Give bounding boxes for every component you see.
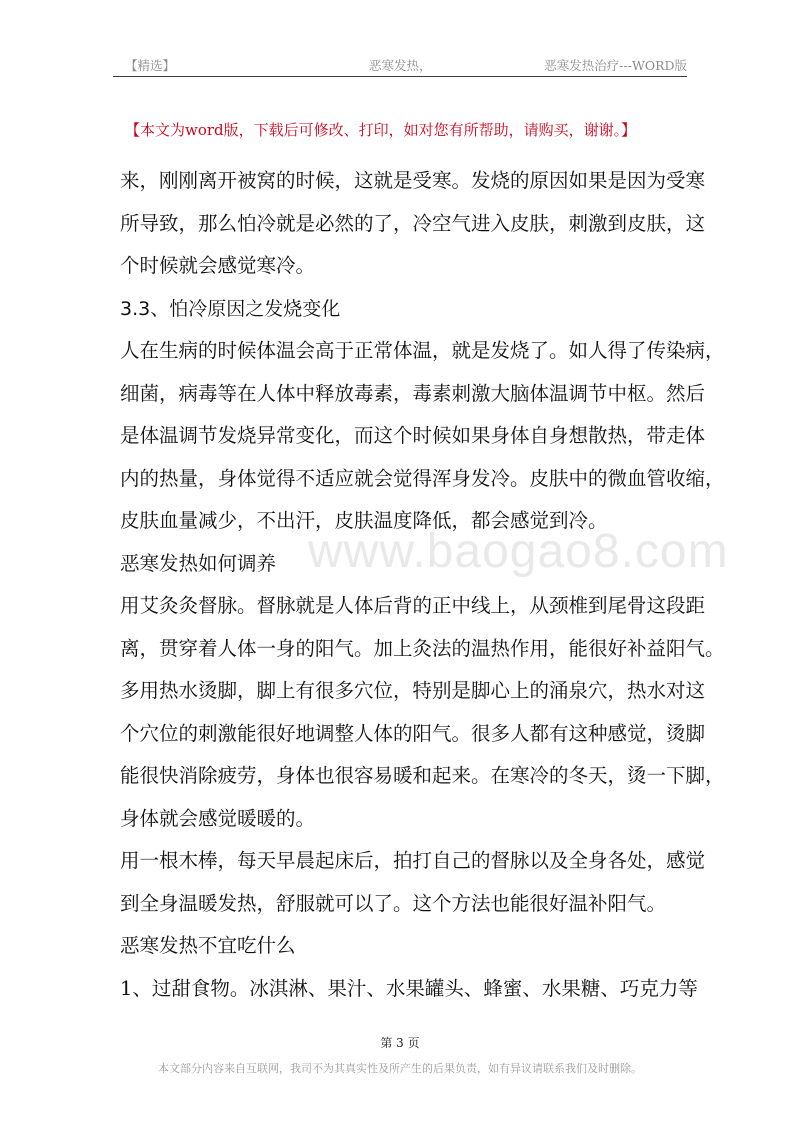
page-number: 第 3 页 [380, 1036, 420, 1050]
header-right-title: 恶寒发热治疗---WORD版 [544, 58, 687, 73]
body-line: 是体温调节发烧异常变化，而这个时候如果身体自身想散热，带走体 [120, 424, 706, 447]
section-heading: 3.3、怕冷原因之发烧变化 [120, 297, 341, 320]
footer-disclaimer: 本文部分内容来自互联网，我司不为其真实性及所产生的后果负责，如有异议请联系我们及时删除。 [158, 1062, 642, 1075]
word-version-notice: 【本文为word版，下载后可修改、打印，如对您有所帮助，请购买，谢谢。】 [125, 121, 637, 139]
body-line: 个时候就会感觉寒冷。 [120, 254, 316, 277]
body-line: 用一根木棒，每天早晨起床后，拍打自己的督脉以及全身各处，感觉 [120, 849, 706, 872]
body-line: 细菌，病毒等在人体中释放毒素，毒素刺激大脑体温调节中枢。然后 [120, 381, 706, 405]
body-line: 人在生病的时候体温会高于正常体温，就是发烧了。如人得了传染病， [120, 339, 725, 362]
section-heading: 恶寒发热不宜吃什么 [120, 934, 296, 957]
header-center-title: 恶寒发热， [369, 58, 432, 73]
body-line: 用艾灸灸督脉。督脉就是人体后背的正中线上，从颈椎到尾骨这段距 [120, 594, 706, 617]
body-line: 个穴位的刺激能很好地调整人体的阳气。很多人都有这种感觉，烫脚 [120, 721, 706, 745]
body-line: 到全身温暖发热，舒服就可以了。这个方法也能很好温补阳气。 [120, 891, 667, 915]
body-line: 离，贯穿着人体一身的阳气。加上灸法的温热作用，能很好补益阳气。 [120, 636, 725, 660]
header-divider [113, 76, 687, 77]
watermark: www.baogao8.com [308, 525, 729, 578]
body-line: 能很快消除疲劳，身体也很容易暖和起来。在寒冷的冬天，烫一下脚， [120, 764, 725, 787]
section-heading: 恶寒发热如何调养 [120, 551, 277, 575]
body-line: 所导致，那么怕冷就是必然的了，冷空气进入皮肤，刺激到皮肤，这 [120, 211, 706, 235]
body-line: 皮肤血量减少，不出汗，皮肤温度降低，都会感觉到冷。 [120, 509, 608, 532]
body-line: 1、过甜食物。冰淇淋、果汁、水果罐头、蜂蜜、水果糖、巧克力等 [120, 976, 698, 1000]
body-line: 身体就会感觉暖暖的。 [120, 806, 316, 830]
body-line: 来，刚刚离开被窝的时候，这就是受寒。发烧的原因如果是因为受寒 [120, 169, 706, 192]
page-header [125, 56, 687, 78]
body-line: 多用热水烫脚，脚上有很多穴位，特别是脚心上的涌泉穴，热水对这 [120, 679, 706, 702]
header-left-label: 【精选】 [125, 58, 176, 73]
document-body [120, 160, 725, 1010]
body-line: 内的热量，身体觉得不适应就会觉得浑身发冷。皮肤中的微血管收缩， [120, 466, 725, 490]
